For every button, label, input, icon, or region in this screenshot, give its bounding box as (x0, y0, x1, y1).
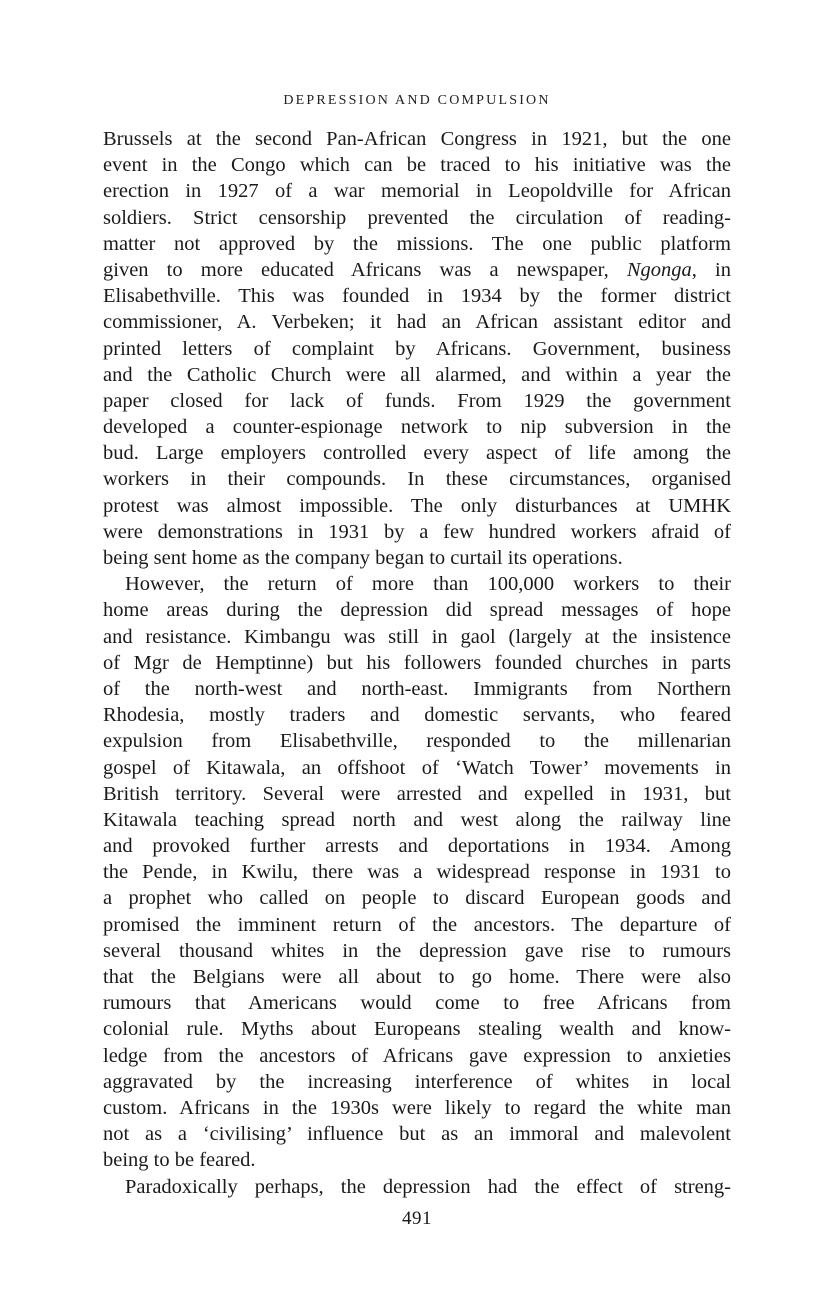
text-line: colonial rule. Myths about Europeans stealing wealth and know- (103, 1018, 731, 1041)
paragraph (103, 126, 731, 571)
text-line: However, the return of more than 100,000 workers to their (125, 573, 731, 596)
text-line: that the Belgians were all about to go home. There were also (103, 966, 731, 988)
page-number: 491 (402, 1208, 432, 1229)
text-line: were demonstrations in 1931 by a few hundred workers afraid of (103, 520, 731, 543)
text-line: custom. Africans in the 1930s were likely to regard the white man (103, 1096, 731, 1119)
text-line: given to more educated Africans was a newspaper, Ngonga, in (103, 258, 731, 281)
text-line: bud. Large employers controlled every aspect of life among the (103, 442, 731, 465)
text-line: workers in their compounds. In these circumstances, organised (103, 468, 731, 491)
text-line: and provoked further arrests and deportations in 1934. Among (103, 835, 731, 858)
text-line: the Pende, in Kwilu, there was a widespread response in 1931 to (103, 861, 731, 884)
text-line: matter not approved by the missions. The one public platform (103, 232, 731, 255)
text-line: home areas during the depression did spread messages of hope (103, 599, 731, 622)
text-line: soldiers. Strict censorship prevented the circulation of reading- (103, 206, 731, 229)
text-line: Elisabethville. This was founded in 1934 by the former district (103, 285, 731, 308)
text-line: Kitawala teaching spread north and west along the railway line (103, 808, 731, 831)
text-line: protest was almost impossible. The only disturbances at UMHK (103, 494, 731, 517)
text-line: of the north-west and north-east. Immigrants from Northern (103, 677, 731, 700)
paragraph (103, 571, 731, 1173)
text-line: being sent home as the company began to curtail its operations. (103, 547, 623, 569)
text-line: British territory. Several were arrested and expelled in 1931, but (103, 782, 731, 805)
text-line: being to be feared. (103, 1149, 256, 1172)
text-line: commissioner, A. Verbeken; it had an African assistant editor and (103, 311, 731, 334)
text-line: erection in 1927 of a war memorial in Leopoldville for African (103, 180, 731, 203)
text-line: rumours that Americans would come to free Africans from (103, 992, 731, 1015)
paragraph (103, 1174, 731, 1200)
text-line: developed a counter-espionage network to nip subversion in the (103, 416, 731, 439)
text-line: promised the imminent return of the ancestors. The departure of (103, 913, 731, 936)
text-line: several thousand whites in the depression gave rise to rumours (103, 939, 731, 962)
text-line: printed letters of complaint by Africans. Government, business (103, 337, 731, 360)
body-text (103, 126, 731, 1200)
text-line: and the Catholic Church were all alarmed, and within a year the (103, 363, 731, 386)
text-line: Paradoxically perhaps, the depression had the effect of streng- (125, 1175, 731, 1198)
text-line: of Mgr de Hemptinne) but his followers founded churches in parts (103, 651, 731, 674)
text-line: paper closed for lack of funds. From 1929 the government (103, 389, 731, 412)
text-line: Brussels at the second Pan-African Congress in 1921, but the one (103, 128, 731, 150)
text-line: ledge from the ancestors of Africans gave expression to anxieties (103, 1044, 731, 1067)
text-line: Rhodesia, mostly traders and domestic servants, who feared (103, 704, 731, 727)
text-line: expulsion from Elisabethville, responded to the millenarian (103, 730, 731, 753)
text-line: a prophet who called on people to discard European goods and (103, 887, 731, 910)
text-line: not as a ‘civilising’ influence but as an immoral and malevolent (103, 1123, 731, 1146)
text-line: event in the Congo which can be traced to his initiative was the (103, 154, 731, 177)
text-line: gospel of Kitawala, an offshoot of ‘Watch Tower’ movements in (103, 756, 731, 779)
text-line: aggravated by the increasing interference of whites in local (103, 1070, 731, 1093)
text-line: and resistance. Kimbangu was still in gaol (largely at the insistence (103, 625, 731, 648)
running-head: DEPRESSION AND COMPULSION (283, 93, 551, 108)
